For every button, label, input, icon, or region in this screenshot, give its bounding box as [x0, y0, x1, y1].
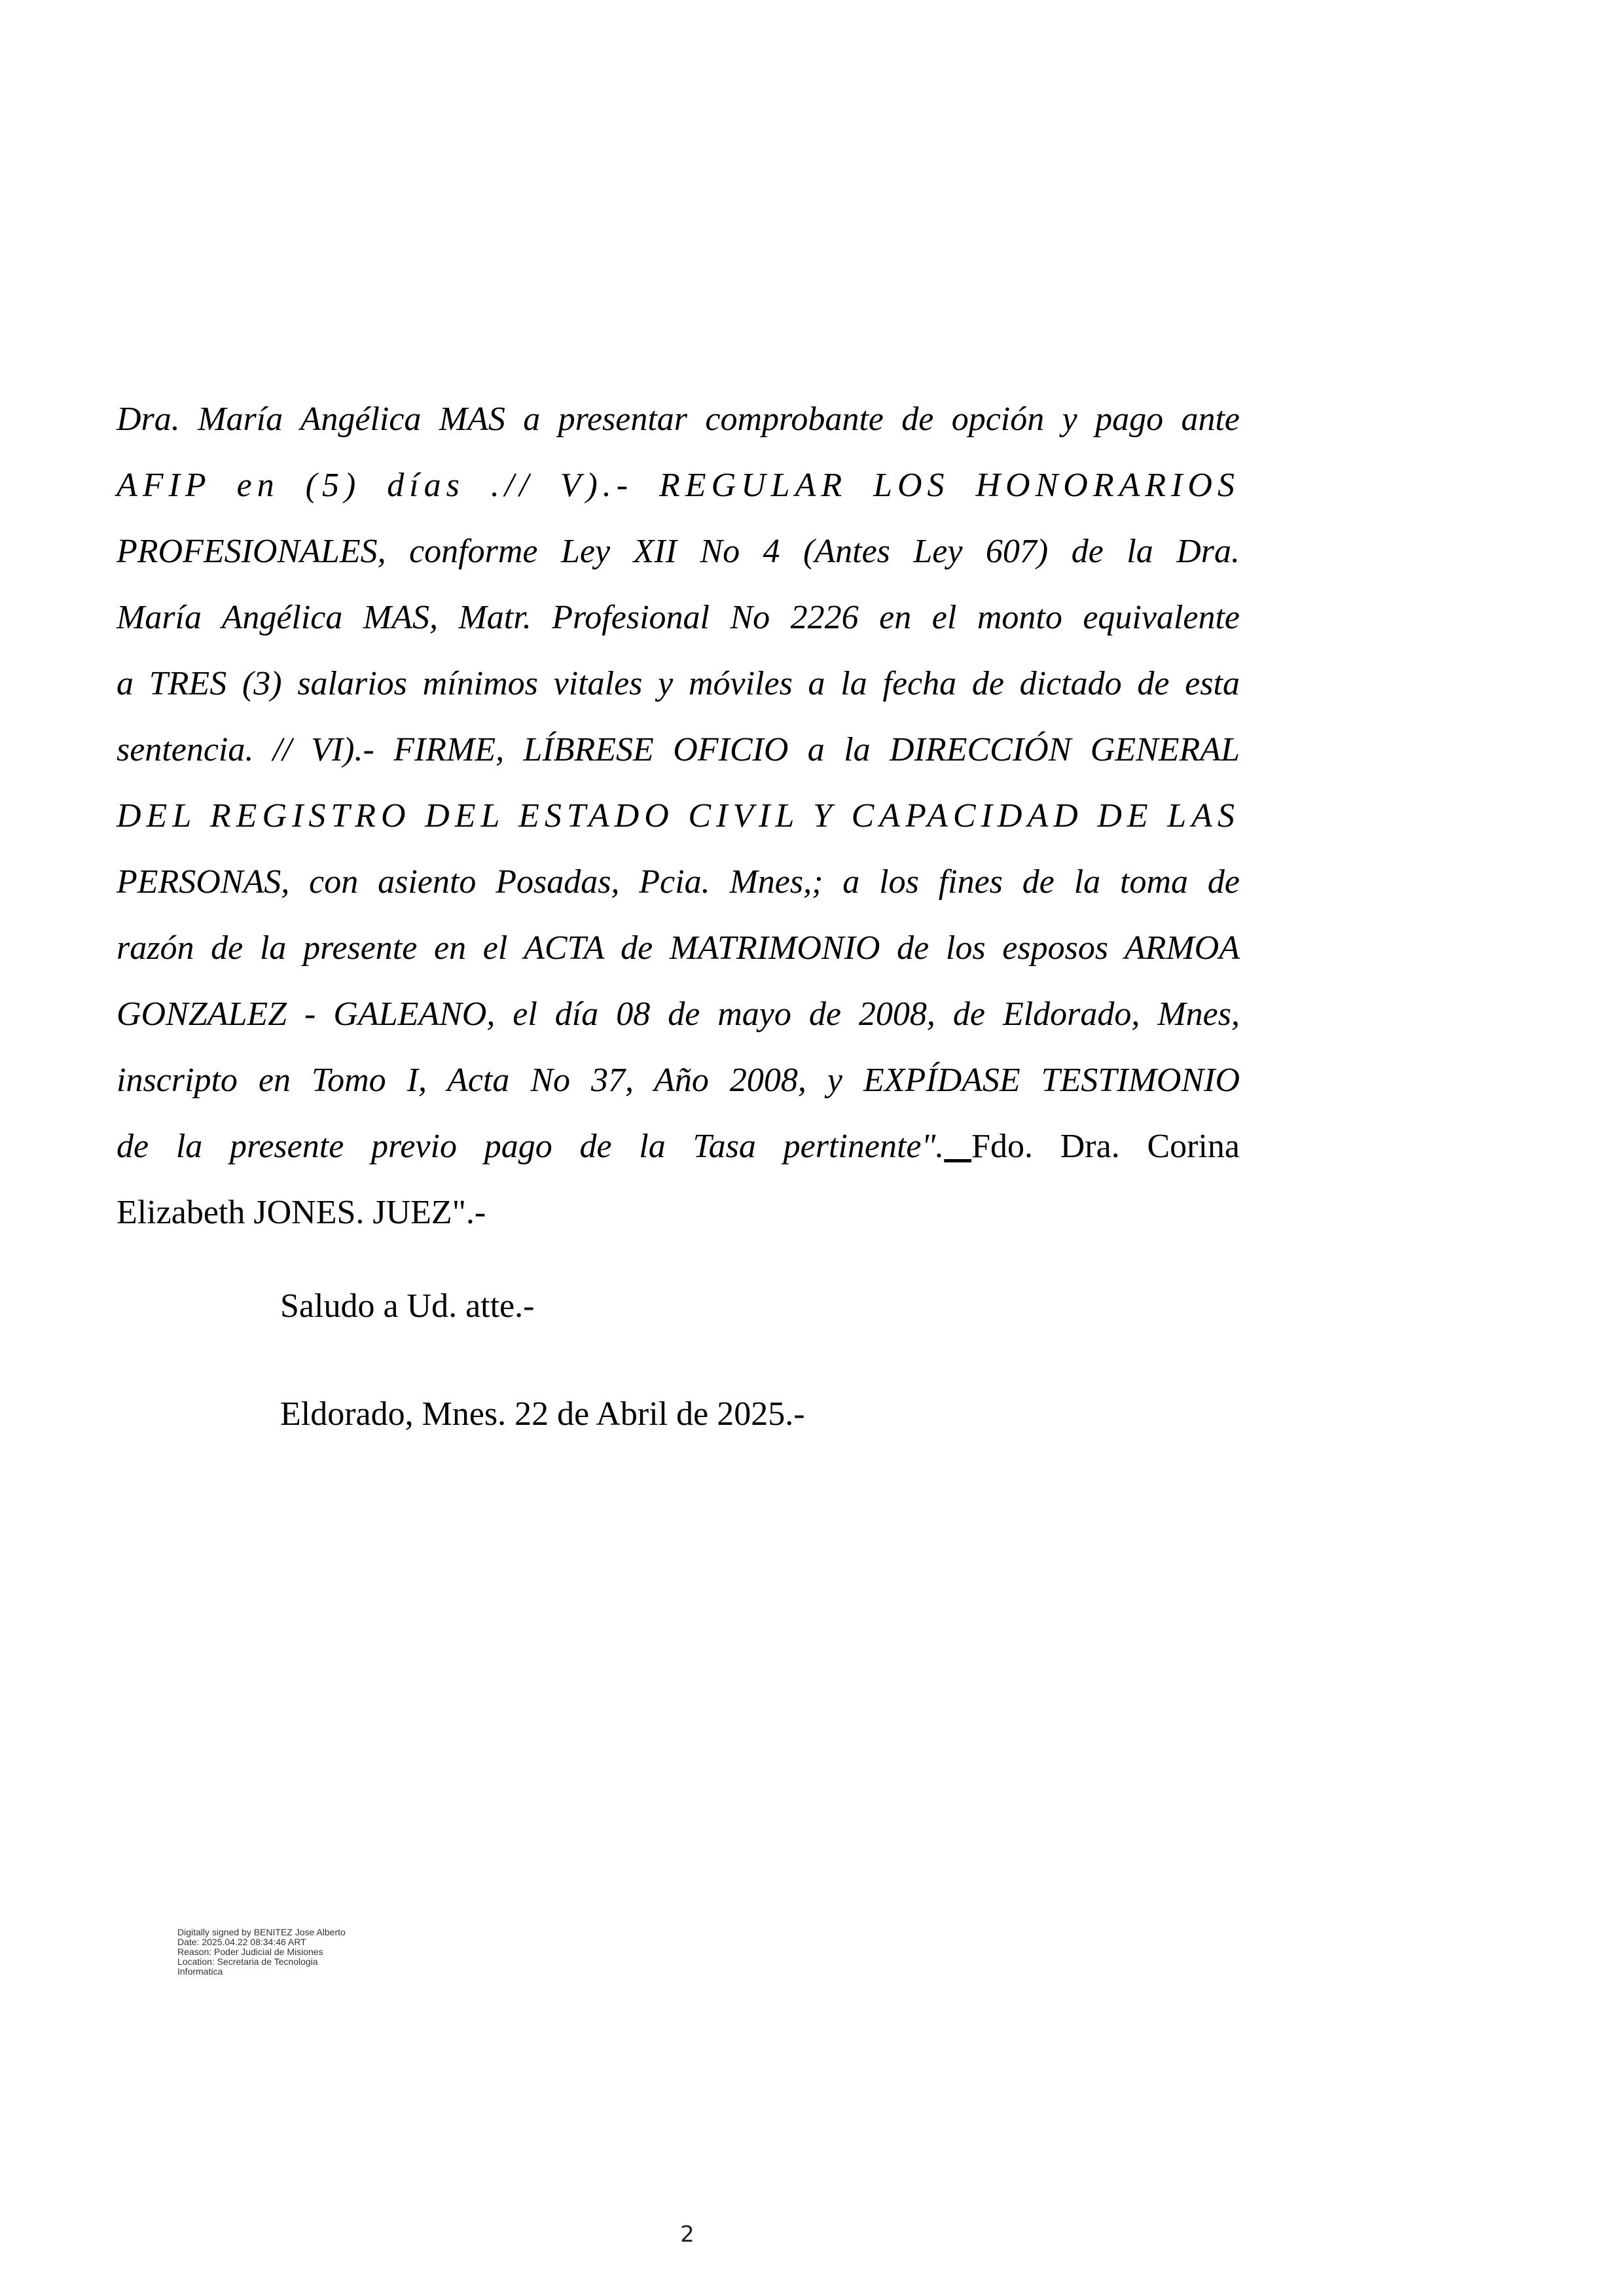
- text-line: a TRES (3) salarios mínimos vitales y móviles a la fecha de dictado de esta: [117, 665, 1240, 702]
- text-line: Elizabeth JONES. JUEZ".-: [117, 1194, 486, 1231]
- text-fragment: de la presente previo pago de la Tasa pertinente".: [117, 1128, 945, 1165]
- signature-location: Location: Secretaria de Tecnologia: [177, 1956, 318, 1967]
- sentence-text: [117, 386, 1240, 1246]
- signature-signed-by: Digitally signed by BENITEZ Jose Alberto: [177, 1927, 346, 1937]
- digital-signature-block: [177, 1928, 346, 1977]
- signature-reason: Reason: Poder Judicial de Misiones: [177, 1946, 323, 1957]
- text-fragment: Fdo. Dra. Corina: [971, 1128, 1240, 1165]
- text-line: GONZALEZ - GALEANO, el día 08 de mayo de 2008, de Eldorado, Mnes,: [117, 996, 1240, 1033]
- signature-date: Date: 2025.04.22 08:34:46 ART: [177, 1937, 306, 1947]
- text-line: PROFESIONALES, conforme Ley XII No 4 (Antes Ley 607) de la Dra.: [117, 533, 1240, 570]
- text-line: inscripto en Tomo I, Acta No 37, Año 2008, y EXPÍDASE TESTIMONIO: [117, 1062, 1240, 1099]
- text-line: María Angélica MAS, Matr. Profesional No 2226 en el monto equivalente: [117, 599, 1240, 636]
- text-line: Dra. María Angélica MAS a presentar comprobante de opción y pago ante: [117, 401, 1240, 438]
- text-line: [117, 1113, 1240, 1179]
- page-number: 2: [680, 2221, 695, 2248]
- text-line: DEL REGISTRO DEL ESTADO CIVIL Y CAPACIDAD DE LAS: [117, 797, 1240, 834]
- text-line: AFIP en (5) días .// V).- REGULAR LOS HONORARIOS: [117, 467, 1240, 504]
- place-and-date: Eldorado, Mnes. 22 de Abril de 2025.-: [280, 1395, 805, 1433]
- closing-greeting: Saludo a Ud. atte.-: [280, 1287, 535, 1325]
- signature-location-cont: Informatica: [177, 1966, 223, 1977]
- underline-gap: [944, 1128, 971, 1165]
- text-line: sentencia. // VI).- FIRME, LÍBRESE OFICIO a la DIRECCIÓN GENERAL: [117, 731, 1240, 768]
- text-line: PERSONAS, con asiento Posadas, Pcia. Mnes,; a los fines de la toma de: [117, 863, 1240, 901]
- text-line: razón de la presente en el ACTA de MATRIMONIO de los esposos ARMOA: [117, 929, 1240, 967]
